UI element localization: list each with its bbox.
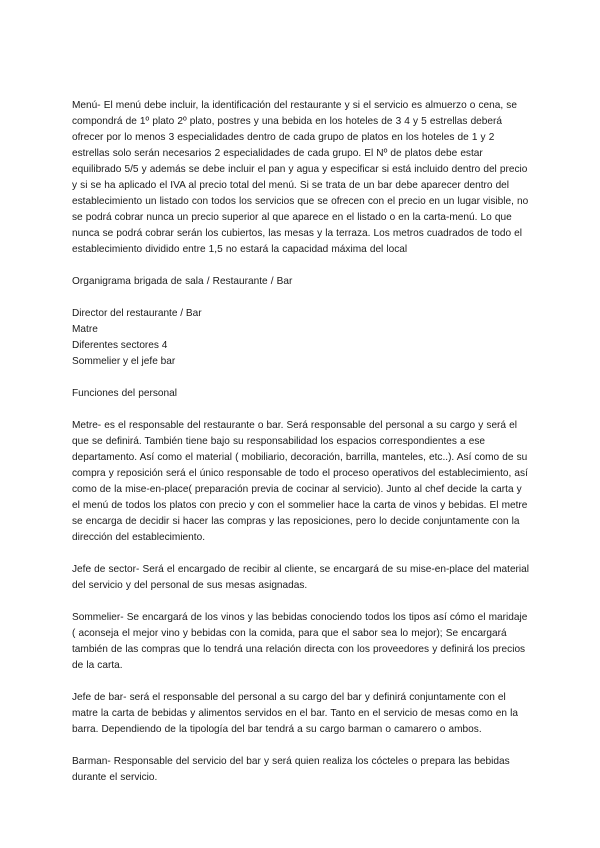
menu-paragraph: Menú- El menú debe incluir, la identificación del restaurante y si el servicio es almuerzo o cena, se compondrá de 1º plato 2º plato, postres y una bebida en los hoteles de 3 4 y 5 estrellas deberá ofrecer por lo menos 3 especialidades dentro de cada grupo de platos en los hoteles de 1 y 2 estrellas solo serán necesarios 2 especialidades de cada grupo. El Nº de platos debe estar equilibrado 5/5 y además se debe incluir el pan y agua y especificar si está incluido dentro del precio y si se ha aplicado el IVA al precio total del menú. Si se trata de un bar debe aparecer dentro del establecimiento un listado con todos los servicios que se ofrecen con el precio en un lugar visible, no se podrá cobrar nunca un precio superior al que aparece en el listado o en la carta-menú. Lo que nunca se podrá cobrar serán los cubiertos, las mesas y la terraza. Los metros cuadrados de todo el establecimiento dividido entre 1,5 no estará la capacidad máxima del local	[72, 100, 529, 255]
barman-paragraph: Barman- Responsable del servicio del bar y será quien realiza los cócteles o prepara las bebidas durante el servicio.	[72, 756, 510, 783]
jefe-bar-paragraph: Jefe de bar- será el responsable del personal a su cargo del bar y definirá conjuntamente con el matre la carta de bebidas y alimentos servidos en el bar. Tanto en el servicio de mesas como en la barra. Dependiendo de la tipología del bar tendrá a su cargo barman o camarero o ambos.	[72, 692, 518, 735]
functions-title: Funciones del personal	[72, 388, 177, 399]
organigram-title: Organigrama brigada de sala / Restaurante / Bar	[72, 276, 293, 287]
metre-paragraph: Metre- es el responsable del restaurante o bar. Será responsable del personal a su cargo y será el que se definirá. También tiene bajo su responsabilidad los espacios correspondientes a ese departamento. Así como el material ( mobiliario, decoración, barrilla, manteles, etc..). Así como de su compra y reposición será el único responsable de todo el proceso operativos del establecimiento, así como de la mise-en-place( preparación previa de cocinar al servicio). Junto al chef decide la carta y el menú de todos los platos con precio y con el sommelier hace la carta de vinos y bebidas. El metre se encarga de decidir si hacer las compras y las reposiciones, pero lo decide conjuntamente con la dirección del establecimiento.	[72, 420, 528, 543]
organigram-item-sommelier: Sommelier y el jefe bar	[72, 356, 176, 367]
organigram-item-sectores: Diferentes sectores 4	[72, 340, 168, 351]
sommelier-paragraph: Sommelier- Se encargará de los vinos y las bebidas conociendo todos los tipos así cómo el maridaje ( aconseja el mejor vino y bebidas con la comida, para que el sabor sea lo mejor); Se encargará también de las compras que lo tendrá una relación directa con los proveedores y definirá los precios de la carta.	[72, 612, 528, 671]
organigram-item-director: Director del restaurante / Bar	[72, 308, 202, 319]
document-page	[72, 98, 532, 802]
jefe-sector-paragraph: Jefe de sector- Será el encargado de recibir al cliente, se encargará de su mise-en-place del material del servicio y del personal de sus mesas asignadas.	[72, 564, 530, 591]
organigram-list	[72, 306, 532, 370]
organigram-item-matre: Matre	[72, 324, 98, 335]
